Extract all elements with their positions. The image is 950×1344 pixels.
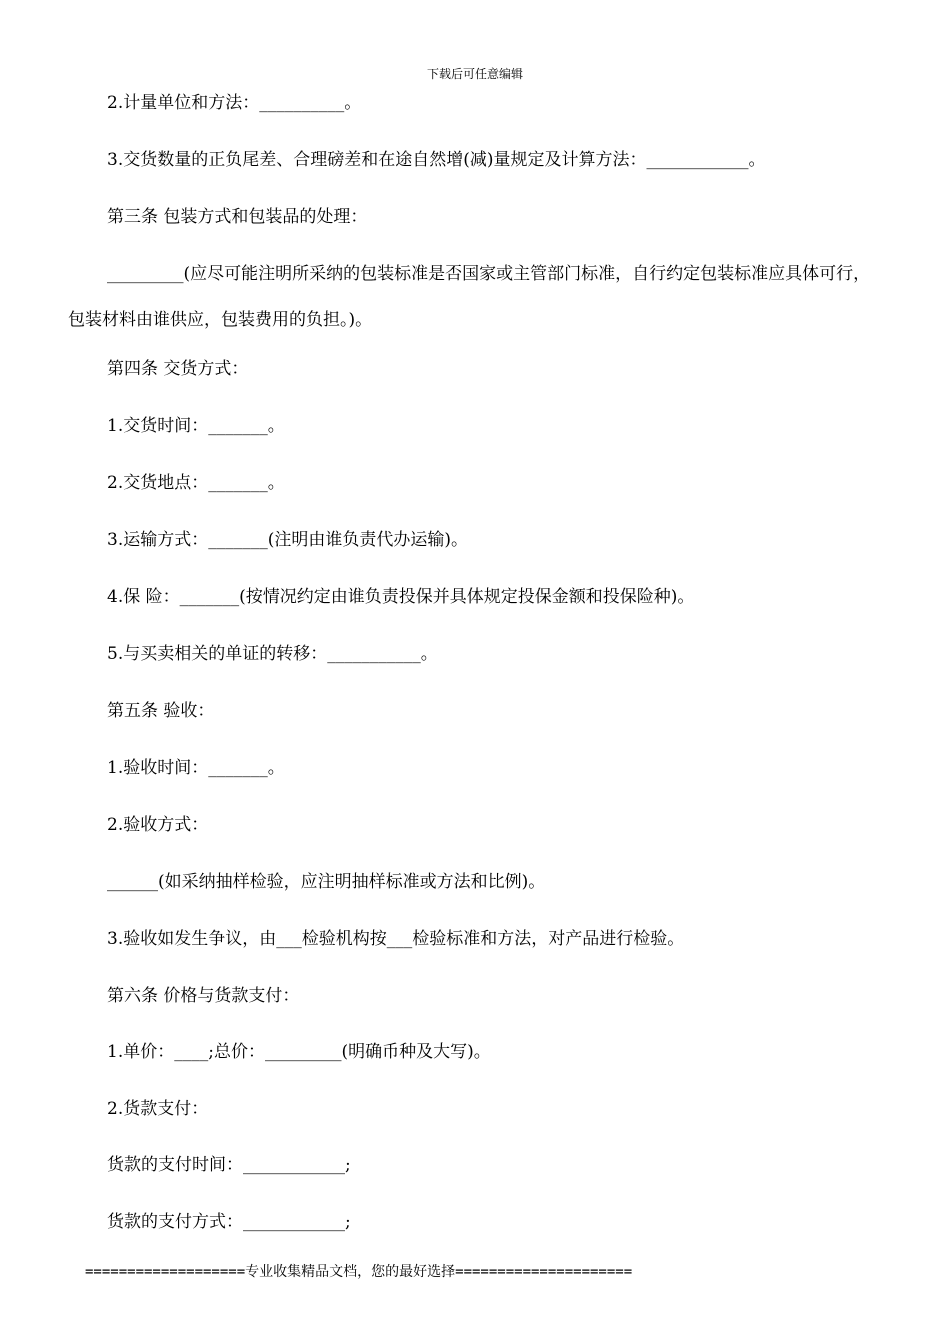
page-header: 下载后可任意编辑 <box>426 67 523 81</box>
clause-line: 1.单价：____;总价：_________(明确币种及大写)。 <box>107 1042 491 1062</box>
clause-line: 货款的支付方式：____________; <box>107 1212 351 1232</box>
clause-line: 5.与买卖相关的单证的转移：___________。 <box>107 644 438 664</box>
section-heading: 第五条 验收： <box>107 701 215 721</box>
clause-line: 4.保 险：_______(按情况约定由谁负责投保并具体规定投保金额和投保险种)。 <box>107 587 695 607</box>
clause-paragraph: _________(应尽可能注明所采纳的包装标准是否国家或主管部门标准，自行约定包装标准应具体可行，包装材料由谁供应，包装费用的负担。)。 <box>68 264 871 330</box>
section-heading: 第三条 包装方式和包装品的处理： <box>107 207 368 227</box>
clause-line: 2.验收方式： <box>107 815 209 835</box>
page-footer: ===================专业收集精品文档，您的最好选择===================== <box>85 1264 633 1280</box>
clause-line: ______(如采纳抽样检验，应注明抽样标准或方法和比例)。 <box>107 872 546 892</box>
clause-line: 货款的支付时间：____________; <box>107 1155 351 1175</box>
section-heading: 第四条 交货方式： <box>107 359 249 379</box>
clause-line: 1.交货时间：_______。 <box>107 416 285 436</box>
clause-line: 1.验收时间：_______。 <box>107 758 285 778</box>
clause-line: 2.交货地点：_______。 <box>107 473 285 493</box>
clause-line: 2.计量单位和方法：__________。 <box>107 93 362 113</box>
clause-line: 2.货款支付： <box>107 1099 209 1119</box>
clause-line: 3.交货数量的正负尾差、合理磅差和在途自然增(减)量规定及计算方法：____________。 <box>107 150 766 170</box>
clause-line: 3.运输方式：_______(注明由谁负责代办运输)。 <box>107 530 468 550</box>
section-heading: 第六条 价格与货款支付： <box>107 986 300 1006</box>
clause-line: 3.验收如发生争议，由___检验机构按___检验标准和方法，对产品进行检验。 <box>107 929 685 949</box>
